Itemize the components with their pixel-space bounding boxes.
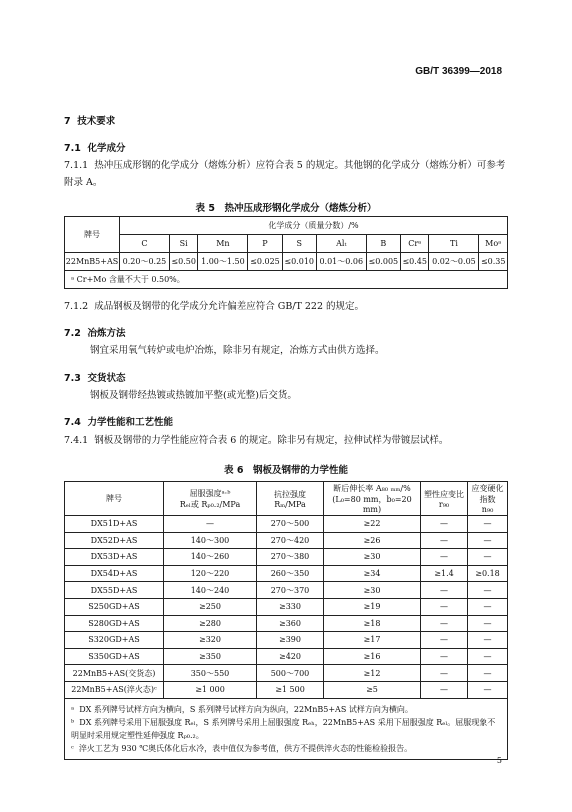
table-5 bbox=[64, 216, 508, 289]
table-cell-n: — bbox=[468, 516, 508, 533]
clause-text: 成品钢板及钢带的化学成分允许偏差应符合 GB/T 222 的规定。 bbox=[94, 301, 365, 312]
header-line: Rₑₗ或 Rₚ₀.₂/MPa bbox=[179, 499, 241, 509]
table-6-footnotes bbox=[65, 698, 508, 759]
clause-7-2-text: 钢宜采用氧气转炉或电炉冶炼，除非另有规定，冶炼方式由供方选择。 bbox=[90, 345, 385, 356]
section-7-2-heading bbox=[64, 325, 125, 339]
clause-7-1-2 bbox=[64, 298, 506, 315]
table-5-caption: 表 5 热冲压成形钢化学成分（熔炼分析） bbox=[195, 203, 377, 214]
table-cell: ≤0.50 bbox=[169, 253, 198, 271]
table-cell-grade: S280GD+AS bbox=[65, 615, 164, 632]
table-row bbox=[65, 532, 508, 549]
table-header-n-value bbox=[468, 482, 508, 516]
column-header: Si bbox=[169, 235, 198, 253]
column-header: Crᵃ bbox=[400, 235, 429, 253]
clause-7-1-1 bbox=[64, 157, 506, 191]
table-cell-tensile: ≥360 bbox=[257, 615, 324, 632]
table-cell-elong: ≥34 bbox=[324, 565, 421, 582]
table-cell-yield: 120～220 bbox=[164, 565, 257, 582]
footnote-b bbox=[71, 716, 501, 742]
table-cell-grade: DX53D+AS bbox=[65, 549, 164, 566]
table-cell-yield: 350～550 bbox=[164, 665, 257, 682]
table-cell-n: — bbox=[468, 598, 508, 615]
table-cell-n: — bbox=[468, 632, 508, 649]
table-cell-grade: DX51D+AS bbox=[65, 516, 164, 533]
table-header-tensile bbox=[257, 482, 324, 516]
table-row bbox=[65, 632, 508, 649]
table-cell-tensile: 270～420 bbox=[257, 532, 324, 549]
table-cell-yield: ≥250 bbox=[164, 598, 257, 615]
table-cell-r: — bbox=[421, 516, 468, 533]
header-line: 塑性应变比 bbox=[424, 489, 464, 499]
table-header-elongation bbox=[324, 482, 421, 516]
section-title: 冶炼方法 bbox=[87, 328, 126, 339]
footnote-text: DX 系列牌号采用下屈服强度 Rₑₗ，S 系列牌号采用上屈服强度 Rₑₕ，22MnB5+AS 采用下屈服强度 Rₑₗ。屈服现象不明显时采用规定塑性延伸强度 Rₚ₀.₂。 bbox=[71, 717, 496, 740]
column-header: Mn bbox=[198, 235, 248, 253]
table-cell-r: — bbox=[421, 632, 468, 649]
table-cell-tensile: ≥420 bbox=[257, 648, 324, 665]
table-cell-n: — bbox=[468, 615, 508, 632]
table-cell-elong: ≥30 bbox=[324, 582, 421, 599]
clause-number: 7.4.1 bbox=[64, 435, 89, 446]
table-cell: ≤0.35 bbox=[479, 253, 508, 271]
section-7-4-heading bbox=[64, 414, 173, 428]
header-line: 屈服强度ᵃ·ᵇ bbox=[189, 488, 231, 498]
column-header: C bbox=[120, 235, 170, 253]
table-cell-n: — bbox=[468, 665, 508, 682]
table-cell-elong: ≥22 bbox=[324, 516, 421, 533]
header-line: 抗拉强度 bbox=[274, 489, 306, 499]
clause-number: 7.1.1 bbox=[64, 160, 89, 171]
section-7-3-heading bbox=[64, 370, 125, 384]
footnote-a bbox=[71, 703, 501, 716]
table-cell-yield: — bbox=[164, 516, 257, 533]
column-header: S bbox=[282, 235, 316, 253]
section-number: 7.2 bbox=[64, 328, 81, 339]
section-7-heading bbox=[64, 113, 115, 127]
table-cell-grade: 22MnB5+AS(交货态) bbox=[65, 665, 164, 682]
section-title: 化学成分 bbox=[87, 143, 126, 154]
table-cell-grade: DX55D+AS bbox=[65, 582, 164, 599]
table-cell-tensile: 500～700 bbox=[257, 665, 324, 682]
table-row bbox=[65, 665, 508, 682]
table-header-composition: 化学成分（质量分数）/% bbox=[120, 217, 508, 235]
table-row bbox=[65, 565, 508, 582]
table-header-yield bbox=[164, 482, 257, 516]
table-cell-tensile: 270～500 bbox=[257, 516, 324, 533]
table-cell-grade: DX52D+AS bbox=[65, 532, 164, 549]
standard-number: GB/T 36399—2018 bbox=[415, 66, 502, 77]
table-cell-n: ≥0.18 bbox=[468, 565, 508, 582]
table-row bbox=[65, 681, 508, 698]
table-row bbox=[65, 582, 508, 599]
table-cell-elong: ≥26 bbox=[324, 532, 421, 549]
column-header: Alₜ bbox=[316, 235, 366, 253]
table-cell-n: — bbox=[468, 648, 508, 665]
clause-number: 7.1.2 bbox=[64, 301, 89, 312]
table-cell-yield: 140～240 bbox=[164, 582, 257, 599]
table-header-grade: 牌号 bbox=[65, 217, 120, 253]
section-title: 力学性能和工艺性能 bbox=[87, 417, 173, 428]
table-cell-r: ≥1.4 bbox=[421, 565, 468, 582]
table-cell-elong: ≥30 bbox=[324, 549, 421, 566]
page-number: 5 bbox=[496, 756, 502, 765]
table-row bbox=[65, 516, 508, 533]
header-line: n₉₀ bbox=[481, 505, 494, 514]
section-number: 7 bbox=[64, 116, 71, 127]
table-cell-tensile: ≥390 bbox=[257, 632, 324, 649]
table-cell-yield: ≥350 bbox=[164, 648, 257, 665]
table-cell-r: — bbox=[421, 615, 468, 632]
table-cell: ≤0.45 bbox=[400, 253, 429, 271]
column-header: B bbox=[366, 235, 400, 253]
table-cell-grade: DX54D+AS bbox=[65, 565, 164, 582]
clause-7-4-1 bbox=[64, 432, 506, 449]
table-cell-grade: S250GD+AS bbox=[65, 598, 164, 615]
footnote-text: 淬火工艺为 930 ℃奥氏体化后水冷，表中值仅为参考值，供方不提供淬火态的性能检验报告。 bbox=[78, 743, 413, 753]
table-cell-elong: ≥19 bbox=[324, 598, 421, 615]
section-title: 技术要求 bbox=[77, 116, 116, 127]
footnote-mark: ᶜ bbox=[71, 743, 74, 753]
table-cell-yield: ≥280 bbox=[164, 615, 257, 632]
table-cell-grade: 22MnB5+AS(淬火态)ᶜ bbox=[65, 681, 164, 698]
table-cell-tensile: 260～350 bbox=[257, 565, 324, 582]
table-cell-n: — bbox=[468, 549, 508, 566]
table-row bbox=[65, 549, 508, 566]
table-6-caption: 表 6 钢板及钢带的力学性能 bbox=[224, 465, 348, 476]
footnote-mark: ᵇ bbox=[71, 717, 75, 727]
table-cell-yield: 140～260 bbox=[164, 549, 257, 566]
table-cell-r: — bbox=[421, 665, 468, 682]
clause-text: 钢板及钢带的力学性能应符合表 6 的规定。除非另有规定，拉伸试样为带镀层试样。 bbox=[94, 435, 449, 446]
table-cell: 0.01～0.06 bbox=[316, 253, 366, 271]
table-cell-grade: S320GD+AS bbox=[65, 632, 164, 649]
table-cell-elong: ≥18 bbox=[324, 615, 421, 632]
header-line: Rₘ/MPa bbox=[274, 499, 306, 509]
table-cell-n: — bbox=[468, 532, 508, 549]
table-cell-elong: ≥16 bbox=[324, 648, 421, 665]
table-cell-tensile: 270～370 bbox=[257, 582, 324, 599]
table-cell-yield: ≥320 bbox=[164, 632, 257, 649]
table-cell-yield: ≥1 000 bbox=[164, 681, 257, 698]
table-cell-n: — bbox=[468, 582, 508, 599]
table-cell: 0.20～0.25 bbox=[120, 253, 170, 271]
table-cell-tensile: ≥1 500 bbox=[257, 681, 324, 698]
table-cell-r: — bbox=[421, 648, 468, 665]
table-header-grade: 牌号 bbox=[65, 482, 164, 516]
table-row bbox=[65, 253, 508, 271]
header-line: 应变硬化指数 bbox=[471, 484, 504, 504]
footnote-text: DX 系列牌号试样方向为横向，S 系列牌号试样方向为纵向，22MnB5+AS 试样方向为横向。 bbox=[79, 704, 413, 714]
table-row bbox=[65, 615, 508, 632]
section-7-1-heading bbox=[64, 140, 125, 154]
header-line: 断后伸长率 A₈₀ ₘₘ/% bbox=[333, 484, 411, 493]
table-5-footnote: ᵃ Cr+Mo 含量不大于 0.50%。 bbox=[65, 271, 508, 289]
table-cell-n: — bbox=[468, 681, 508, 698]
table-cell-tensile: ≥330 bbox=[257, 598, 324, 615]
table-cell: ≤0.005 bbox=[366, 253, 400, 271]
footnote-mark: ᵃ bbox=[71, 704, 75, 714]
section-number: 7.1 bbox=[64, 143, 81, 154]
column-header: Ti bbox=[429, 235, 479, 253]
table-cell-r: — bbox=[421, 532, 468, 549]
table-cell-elong: ≥12 bbox=[324, 665, 421, 682]
table-cell: 1.00～1.50 bbox=[198, 253, 248, 271]
table-cell-grade: 22MnB5+AS bbox=[65, 253, 120, 271]
table-cell-r: — bbox=[421, 549, 468, 566]
clause-text: 热冲压成形钢的化学成分（熔炼分析）应符合表 5 的规定。其他钢的化学成分（熔炼分析）可参考附录 A。 bbox=[64, 160, 506, 188]
table-cell: ≤0.025 bbox=[248, 253, 282, 271]
table-cell-r: — bbox=[421, 681, 468, 698]
table-cell-yield: 140～300 bbox=[164, 532, 257, 549]
clause-7-3-text: 钢板及钢带经热镀或热镀加平整(或光整)后交货。 bbox=[90, 390, 297, 401]
table-6 bbox=[64, 481, 508, 760]
column-header: P bbox=[248, 235, 282, 253]
table-cell-grade: S350GD+AS bbox=[65, 648, 164, 665]
table-cell-tensile: 270～380 bbox=[257, 549, 324, 566]
header-line: (L₀=80 mm，b₀=20 mm) bbox=[332, 495, 412, 514]
section-number: 7.4 bbox=[64, 417, 81, 428]
table-6-body bbox=[65, 516, 508, 699]
table-header-r-value bbox=[421, 482, 468, 516]
header-line: r₉₀ bbox=[438, 499, 450, 509]
section-number: 7.3 bbox=[64, 373, 81, 384]
table-row bbox=[65, 648, 508, 665]
table-cell-elong: ≥17 bbox=[324, 632, 421, 649]
column-header: Moᵃ bbox=[479, 235, 508, 253]
table-cell-r: — bbox=[421, 598, 468, 615]
table-row bbox=[65, 598, 508, 615]
table-cell-r: — bbox=[421, 582, 468, 599]
section-title: 交货状态 bbox=[87, 373, 126, 384]
footnote-c bbox=[71, 742, 501, 755]
table-cell-elong: ≥5 bbox=[324, 681, 421, 698]
table-cell: 0.02～0.05 bbox=[429, 253, 479, 271]
table-cell: ≤0.010 bbox=[282, 253, 316, 271]
